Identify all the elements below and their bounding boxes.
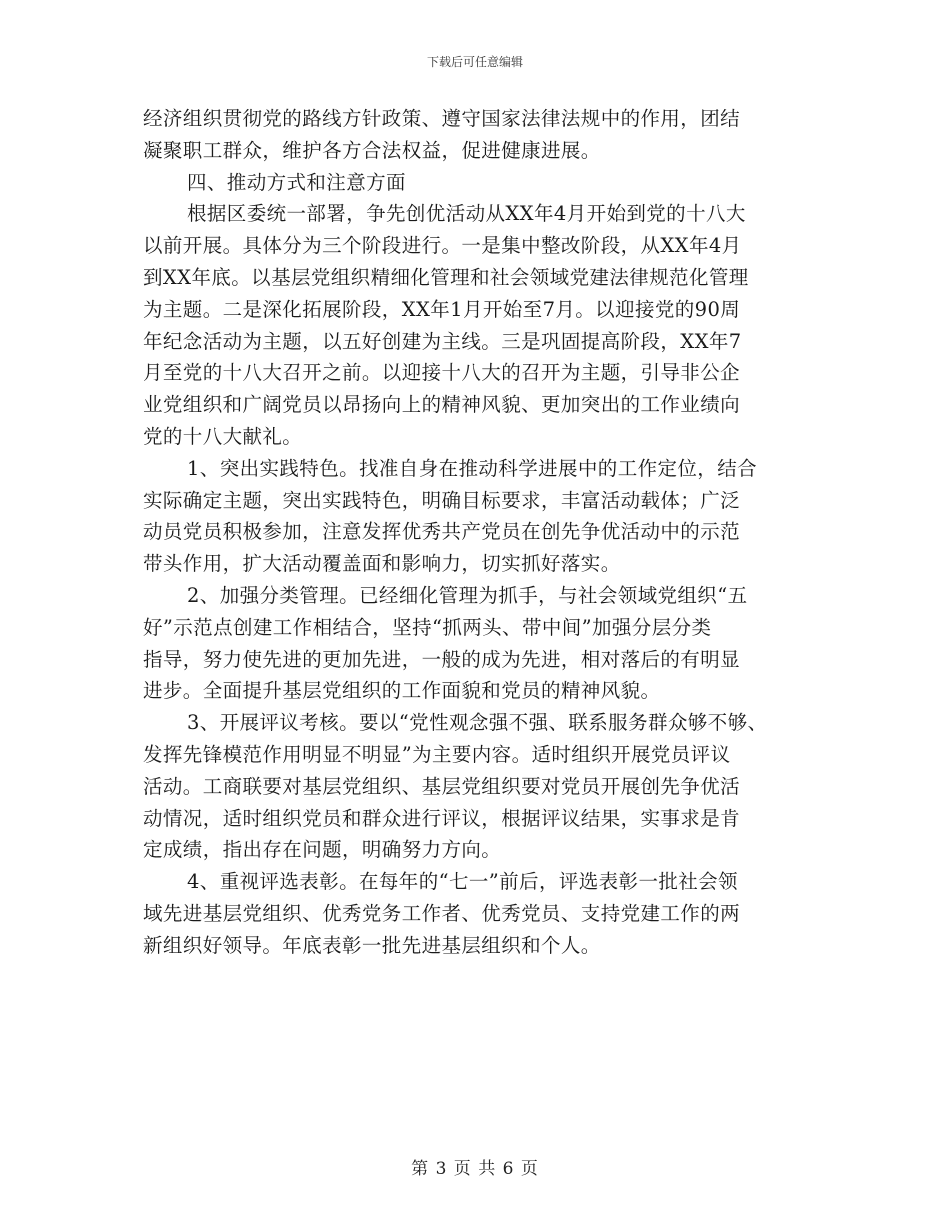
page-number-footer: 第 3 页 共 6 页: [411, 1159, 539, 1179]
text-line: 新组织好领导。年底表彰一批先进基层组织和个人。: [143, 933, 601, 957]
text-line: 到XX年底。以基层党组织精细化管理和社会领域党建法律规范化管理: [143, 265, 749, 289]
text-line: 以前开展。具体分为三个阶段进行。一是集中整改阶段，从XX年4月: [143, 234, 742, 258]
body-text: [143, 103, 821, 962]
text-line: 凝聚职工群众，维护各方合法权益，促进健康进展。: [143, 138, 601, 162]
text-line: 月至党的十八大召开之前。以迎接十八大的召开为主题，引导非公企: [143, 361, 741, 385]
text-line: 动员党员积极参加，注意发挥优秀共产党员在创先争优活动中的示范: [143, 520, 741, 544]
text-line: 业党组织和广阔党员以昂扬向上的精神风貌、更加突出的工作业绩向: [143, 393, 741, 417]
text-line: 3、开展评议考核。要以“党性观念强不强、联系服务群众够不够、: [187, 711, 768, 735]
text-line: 2、加强分类管理。已经细化管理为抓手，与社会领域党组织“五: [187, 583, 748, 607]
text-line: 域先进基层党组织、优秀党务工作者、优秀党员、支持党建工作的两: [143, 901, 741, 925]
page-header: 下载后可任意编辑: [426, 55, 523, 69]
text-line: 4、重视评选表彰。在每年的“七一”前后，评选表彰一批社会领: [187, 870, 738, 894]
text-line: 指导，努力使先进的更加先进，一般的成为先进，相对落后的有明显: [143, 647, 741, 671]
text-line: 1、突出实践特色。找准自身在推动科学进展中的工作定位，结合: [187, 456, 758, 480]
text-line: 好”示范点创建工作相结合，坚持“抓两头、带中间”加强分层分类: [143, 615, 712, 639]
text-line: 发挥先锋模范作用明显不明显”为主要内容。适时组织开展党员评议: [143, 742, 731, 766]
text-line: 进步。全面提升基层党组织的工作面貌和党员的精神风貌。: [143, 679, 661, 703]
text-line: 四、推动方式和注意方面: [187, 170, 406, 194]
text-line: 带头作用，扩大活动覆盖面和影响力，切实抓好落实。: [143, 552, 621, 576]
text-line: 党的十八大献礼。: [143, 424, 303, 448]
text-line: 活动。工商联要对基层党组织、基层党组织要对党员开展创先争优活: [143, 774, 741, 798]
text-line: 根据区委统一部署，争先创优活动从XX年4月开始到党的十八大: [187, 202, 746, 226]
text-line: 实际确定主题，突出实践特色，明确目标要求，丰富活动载体；广泛: [143, 488, 741, 512]
text-line: 定成绩，指出存在问题，明确努力方向。: [143, 838, 502, 862]
text-line: 经济组织贯彻党的路线方针政策、遵守国家法律法规中的作用，团结: [143, 107, 741, 130]
text-line: 年纪念活动为主题，以五好创建为主线。三是巩固提高阶段，XX年7: [143, 329, 742, 353]
text-line: 动情况，适时组织党员和群众进行评议，根据评议结果，实事求是肯: [143, 806, 741, 830]
text-line: 为主题。二是深化拓展阶段，XX年1月开始至7月。以迎接党的90周: [143, 297, 741, 321]
